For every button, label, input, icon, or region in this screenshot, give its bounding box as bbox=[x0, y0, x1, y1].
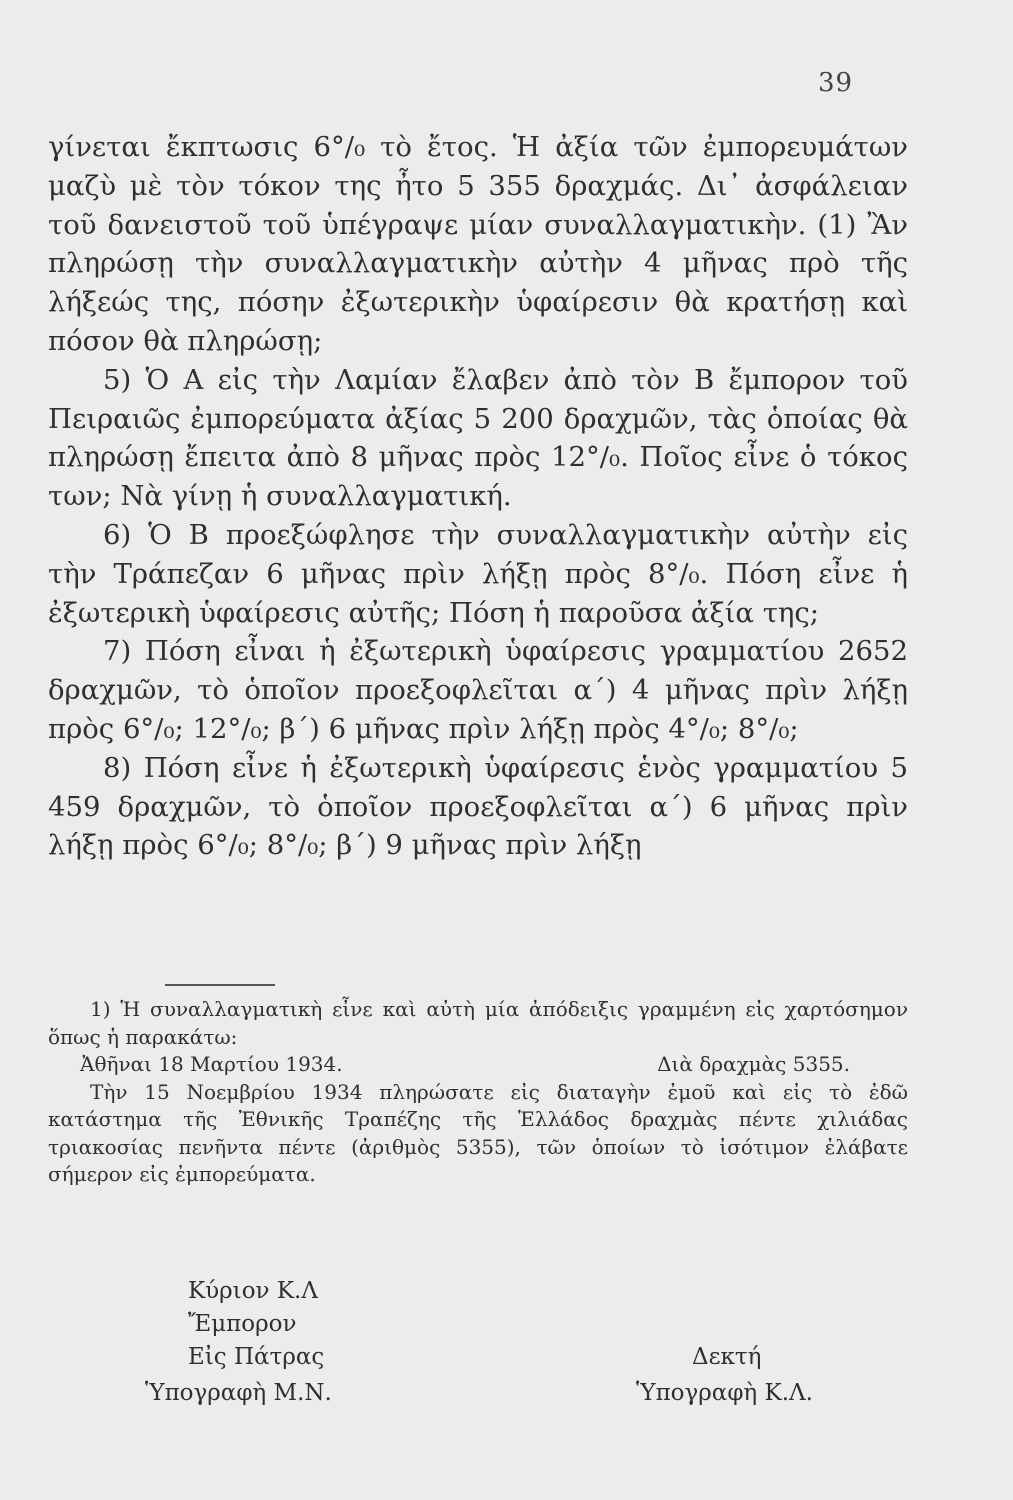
addressee-city: Εἰς Πάτρας bbox=[188, 1344, 325, 1370]
page-number: 39 bbox=[818, 68, 854, 98]
paragraph-continuation: γίνεται ἔκπτωσις 6°/₀ τὸ ἔτος. Ἡ ἀξία τῶν ἐμπορευμάτων μαζὺ μὲ τὸν τόκον της ἦτο 5 355 δραχμάς. Δι᾽ ἀσφάλειαν τοῦ δανειστοῦ τοῦ ὑπέγραψε μίαν συναλλαγματικὴν. (1) Ἂν πληρώσῃ τὴν συναλλαγματικὴν αὐτὴν 4 μῆνας πρὸ τῆς λήξεώς της, πόσην ἐξωτερικὴν ὑφαίρεσιν θὰ κρατήσῃ καὶ πόσον θὰ πληρώσῃ; bbox=[48, 131, 908, 357]
footnote-text: 1) Ἡ συναλλαγματικὴ εἶνε καὶ αὐτὴ μία ἀπόδειξις γραμμένη εἰς χαρτόσημον ὅπως ἡ παρακάτω: bbox=[48, 997, 908, 1049]
addressee-name: Κύριον Κ.Λ bbox=[188, 1278, 318, 1304]
addressee-title: Ἔμπορον bbox=[188, 1311, 297, 1337]
bill-body: Τὴν 15 Νοεμβρίου 1934 πληρώσατε εἰς διαταγὴν ἐμοῦ καὶ εἰς τὸ ἐδῶ κατάστημα τῆς Ἐθνικῆς Τραπέζης τῆς Ἑλλάδος δραχμὰς πέντε χιλιάδας τριακοσίας πενῆντα πέντε (ἀριθμὸς 5355), τῶν ὁποίων τὸ ἰσότιμον ἐλάβατε σήμερον εἰς ἐμπορεύματα. bbox=[48, 1079, 908, 1186]
exercise-6: 6) Ὁ Β προεξώφλησε τὴν συναλλαγματικὴν αὐτὴν εἰς τὴν Τράπεζαν 6 μῆνας πρὶν λήξῃ πρὸς 8°/₀. Πόση εἶνε ἡ ἐξωτερικὴ ὑφαίρεσις αὐτῆς; Πόση ἡ παροῦσα ἀξία της; bbox=[48, 518, 908, 629]
exercise-5: 5) Ὁ Α εἰς τὴν Λαμίαν ἔλαβεν ἀπὸ τὸν Β ἔμπορον τοῦ Πειραιῶς ἐμπορεύματα ἀξίας 5 200 δραχμῶν, τὰς ὁποίας θὰ πληρώσῃ ἔπειτα ἀπὸ 8 μῆνας πρὸς 12°/₀. Ποῖος εἶνε ὁ τόκος των; Νὰ γίνῃ ἡ συναλλαγματική. bbox=[48, 363, 908, 513]
bill-place-date: Ἀθῆναι 18 Μαρτίου 1934. bbox=[80, 1052, 343, 1076]
main-text bbox=[48, 128, 908, 865]
bill-dateline bbox=[48, 1051, 908, 1079]
bill-amount: Διὰ δραχμὰς 5355. bbox=[657, 1052, 850, 1076]
acceptance-label: Δεκτή bbox=[692, 1344, 762, 1370]
exercise-8: 8) Πόση εἶνε ἡ ἐξωτερικὴ ὑφαίρεσις ἑνὸς γραμματίου 5 459 δραχμῶν, τὸ ὁποῖον προεξοφλεῖται α΄) 6 μῆνας πρὶν λήξῃ πρὸς 6°/₀; 8°/₀; β΄) 9 μῆνας πρὶν λήξῃ bbox=[48, 751, 908, 862]
drawer-signature: Ὑπογραφὴ Μ.Ν. bbox=[145, 1380, 332, 1406]
footnote bbox=[48, 996, 908, 1189]
exercise-7: 7) Πόση εἶναι ἡ ἐξωτερικὴ ὑφαίρεσις γραμματίου 2652 δραχμῶν, τὸ ὁποῖον προεξοφλεῖται α΄) 4 μῆνας πρὶν λήξῃ πρὸς 6°/₀; 12°/₀; β΄) 6 μῆνας πρὶν λήξῃ πρὸς 4°/₀; 8°/₀; bbox=[48, 635, 908, 745]
acceptor-signature: Ὑπογραφὴ Κ.Λ. bbox=[636, 1380, 813, 1406]
footnote-divider bbox=[165, 984, 275, 986]
